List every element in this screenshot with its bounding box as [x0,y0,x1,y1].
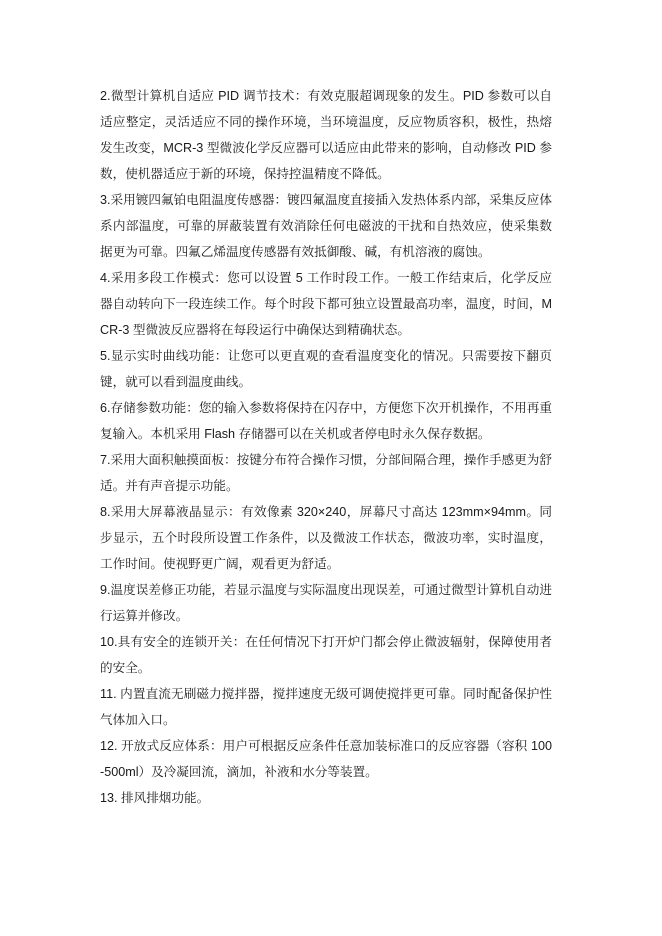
paragraph-item-4: 4.采用多段工作模式：您可以设置 5 工作时段工作。一般工作结束后，化学反应器自动转向下一段连续工作。每个时段下都可独立设置最高功率，温度，时间，MCR-3 型微波反应器将在每段运行中确保达到精确状态。 [100,271,552,337]
paragraph-item-11: 11. 内置直流无刷磁力搅拌器，搅拌速度无级可调使搅拌更可靠。同时配备保护性气体加入口。 [100,687,552,727]
document-page [100,83,552,811]
paragraph-item-8: 8.采用大屏幕液晶显示：有效像素 320×240，屏幕尺寸高达 123mm×94mm。同步显示，五个时段所设置工作条件，以及微波工作状态，微波功率，实时温度，工作时间。使视野更广阔，观看更为舒适。 [100,505,552,571]
paragraph-item-5: 5.显示实时曲线功能：让您可以更直观的查看温度变化的情况。只需要按下翻页键，就可以看到温度曲线。 [100,349,552,389]
paragraph-item-2: 2.微型计算机自适应 PID 调节技术：有效克服超调现象的发生。PID 参数可以自适应整定，灵活适应不同的操作环境，当环境温度，反应物质容积，极性，热熔发生改变，MCR-3 型微波化学反应器可以适应由此带来的影响，自动修改 PID 参数，使机器适应于新的环境，保持控温精度不降低。 [100,89,552,181]
paragraph-item-12: 12. 开放式反应体系：用户可根据反应条件任意加装标准口的反应容器（容积 100-500ml）及冷凝回流，滴加，补液和水分等装置。 [100,739,552,779]
paragraph-item-3: 3.采用镀四氟铂电阻温度传感器：镀四氟温度直接插入发热体系内部，采集反应体系内部温度，可靠的屏蔽装置有效消除任何电磁波的干扰和自热效应，使采集数据更为可靠。四氟乙烯温度传感器有效抵御酸、碱，有机溶液的腐蚀。 [100,193,552,259]
paragraph-item-13: 13. 排风排烟功能。 [100,791,210,805]
paragraph-item-6: 6.存储参数功能：您的输入参数将保持在闪存中，方便您下次开机操作，不用再重复输入。本机采用 Flash 存储器可以在关机或者停电时永久保存数据。 [100,401,552,441]
paragraph-item-7: 7.采用大面积触摸面板：按键分布符合操作习惯，分部间隔合理，操作手感更为舒适。并有声音提示功能。 [100,453,552,493]
paragraph-item-9: 9.温度误差修正功能，若显示温度与实际温度出现误差，可通过微型计算机自动进行运算并修改。 [100,583,552,623]
paragraph-item-10: 10.具有安全的连锁开关：在任何情况下打开炉门都会停止微波辐射，保障使用者的安全。 [100,635,552,675]
